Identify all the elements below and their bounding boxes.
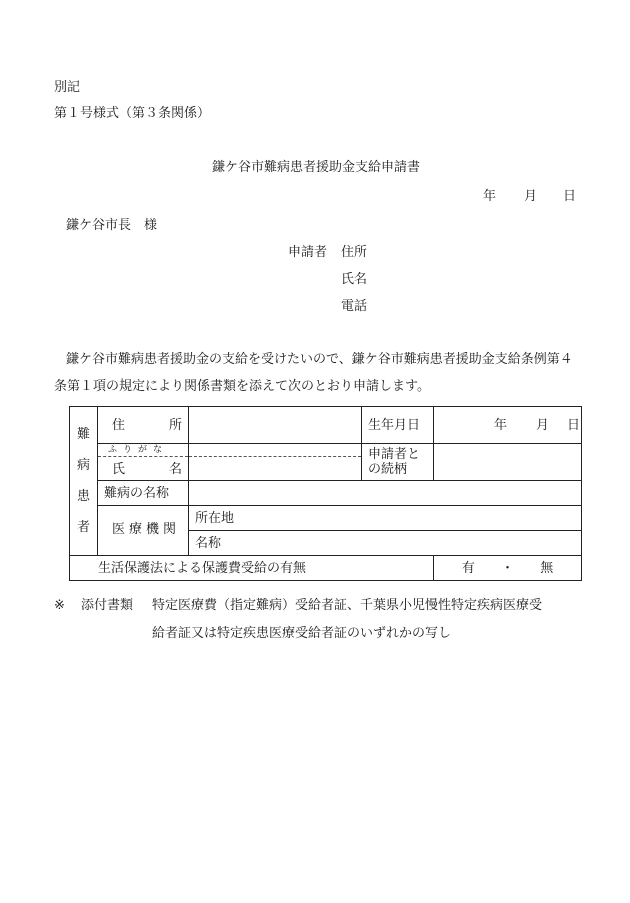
applicant-name-label: 氏名 (341, 272, 368, 287)
patient-char-3: 患 (76, 489, 90, 504)
date-day: 日 (563, 189, 577, 204)
birth-year: 年 (494, 418, 508, 433)
name-value-cell[interactable] (189, 444, 362, 481)
welfare-label-cell (70, 556, 434, 581)
patient-char-1: 難 (76, 427, 90, 442)
birthdate-label: 生年月日 (362, 407, 434, 444)
relation-value-cell[interactable] (434, 444, 582, 481)
address-value-cell[interactable] (189, 407, 362, 444)
welfare-label: 生活保護法による保護費受給の有無 (98, 560, 307, 576)
addressee: 鎌ケ谷市長 様 (66, 218, 158, 233)
applicant-address-label: 住所 (341, 245, 368, 260)
institution-name-cell[interactable] (189, 531, 582, 556)
institution-location-label: 所在地 (195, 510, 235, 526)
welfare-dot: ・ (500, 560, 514, 576)
institution-label-cell (98, 506, 189, 556)
address-label-r: 所 (168, 418, 182, 433)
institution-label: 医療機関 (112, 522, 181, 537)
applicant-phone-label: 電話 (341, 299, 368, 314)
document-title: 鎌ケ谷市難病患者援助金支給申請書 (212, 160, 421, 175)
applicant-label: 申請者 (288, 245, 328, 260)
institution-location-cell[interactable] (189, 506, 582, 531)
name-label-l: 氏 (112, 462, 126, 477)
furigana-value-divider (189, 456, 361, 457)
note-line1: 特定医療費（指定難病）受給者証、千葉県小児慢性特定疾病医療受 (152, 598, 543, 613)
note-label: 添付書類 (81, 598, 134, 613)
birthdate-value-cell[interactable] (434, 407, 582, 444)
disease-value-cell[interactable] (189, 481, 582, 506)
disease-label: 難病の名称 (98, 481, 189, 506)
body-text-line2: 条第１項の規定により関係書類を添えて次のとおり申請します。 (54, 379, 430, 394)
furigana-label: ふりがな (108, 445, 169, 455)
birth-month: 月 (536, 418, 550, 433)
patient-char-2: 病 (76, 458, 90, 473)
relation-label-1: 申請者と (368, 447, 421, 462)
name-label-r: 名 (168, 462, 182, 477)
name-label-cell (98, 444, 189, 481)
furigana-divider (98, 456, 188, 457)
body-text-line1: 鎌ケ谷市難病患者援助金の支給を受けたいので、鎌ケ谷市難病患者援助金支給条例第４ (66, 352, 573, 367)
date-month: 月 (524, 189, 538, 204)
welfare-yes[interactable]: 有 (461, 560, 475, 576)
application-table (69, 406, 582, 581)
address-label-cell (98, 407, 189, 444)
birth-day: 日 (567, 418, 581, 433)
date-year: 年 (483, 189, 497, 204)
form-number: 第１号様式（第３条関係） (54, 106, 211, 121)
note-line2: 給者証又は特定疾患医療受給者証のいずれかの写し (152, 626, 452, 641)
patient-vertical-label (70, 407, 98, 556)
betsuki-label: 別記 (54, 80, 81, 95)
institution-name-label: 名称 (195, 535, 222, 551)
welfare-no[interactable]: 無 (540, 560, 554, 576)
address-label-l: 住 (112, 418, 126, 433)
relation-label-2: の続柄 (368, 462, 408, 477)
relation-label-cell (362, 444, 434, 481)
patient-char-4: 者 (76, 520, 90, 535)
welfare-choice-cell[interactable] (434, 556, 582, 581)
note-mark: ※ (54, 598, 65, 613)
